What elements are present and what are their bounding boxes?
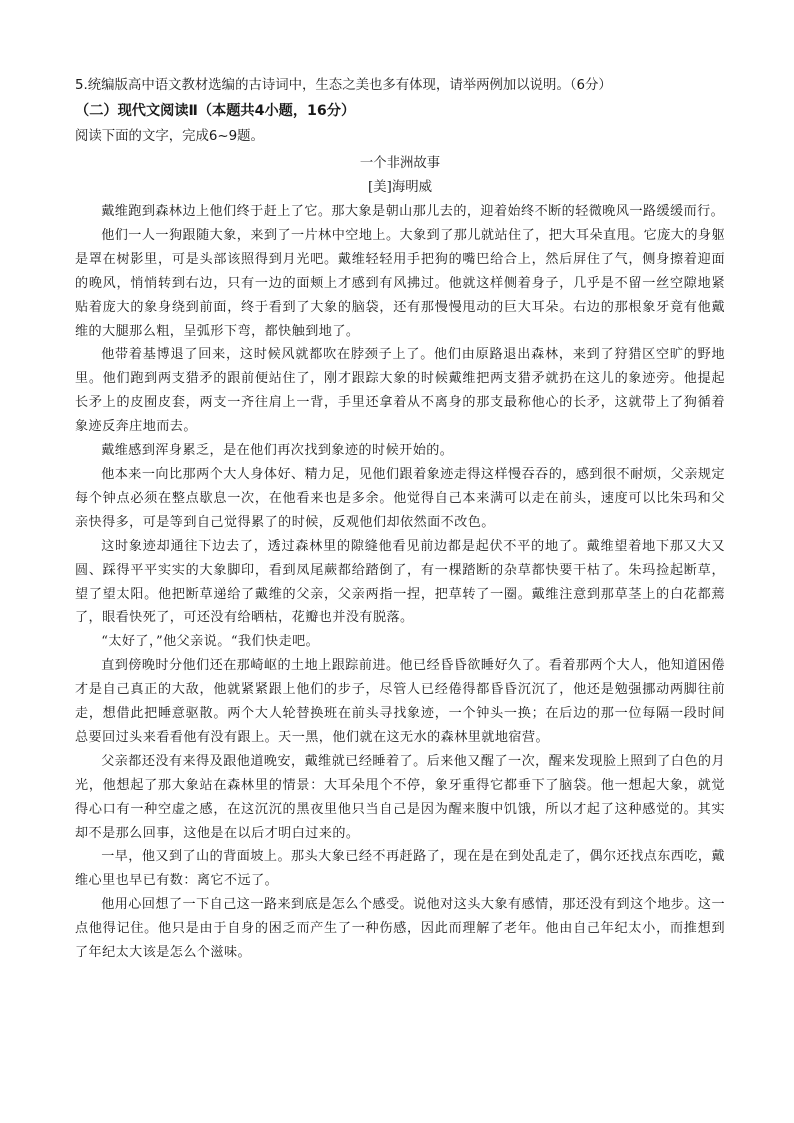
story-paragraph: 这时象迹却通往下边去了，透过森林里的隙缝他看见前边都是起伏不平的地了。戴维望着地下那又大又圆、踩得平平实实的大象脚印，看到凤尾蕨都给踏倒了，有一棵踏断的杂草都快要干枯了。朱玛捡起断草，望了望太阳。他把断草递给了戴维的父亲，父亲两指一捏，把草转了一圈。戴维注意到那草茎上的白花都蔫了，眼看快死了，可还没有给晒枯，花瓣也并没有脱落。 <box>75 538 725 626</box>
story-paragraph: 他们一人一狗跟随大象，来到了一片林中空地上。大象到了那儿就站住了，把大耳朵直甩。它庞大的身躯是罩在树影里，可是头部该照得到月光吧。戴维轻轻用手把狗的嘴巴给合上，然后屏住了气，侧身擦着迎面的晚风，悄悄转到右边，只有一边的面颊上才感到有风拂过。他就这样侧着身子，几乎是不留一丝空隙地紧贴着庞大的象身绕到前面，终于看到了大象的脑袋，还有那慢慢甩动的巨大耳朵。右边的那根象牙竟有他戴维的大腿那么粗，呈弧形下弯，都快触到地了。 <box>75 227 725 339</box>
story-paragraph: 戴维跑到森林边上他们终于赶上了它。那大象是朝山那儿去的，迎着始终不断的轻微晚风一路缓缓而行。 <box>101 204 725 219</box>
story-paragraph: 他带着基博退了回来，这时候风就都吹在脖颈子上了。他们由原路退出森林，来到了狩猎区空旷的野地里。他们跑到两支猎矛的跟前便站住了，刚才跟踪大象的时候戴维把两支猎矛就扔在这儿的象迹旁。他提起长矛上的皮囿皮套，两支一齐往肩上一背，手里还拿着从不离身的那支最称他心的长矛，这就带上了狗循着象迹反奔庄地而去。 <box>75 347 725 435</box>
exam-page <box>75 74 725 965</box>
reading-instruction: 阅读下面的文字，完成6~9题。 <box>75 129 264 144</box>
story-paragraph: “太好了，”他父亲说。“我们快走吧。 <box>101 634 320 650</box>
story-paragraph: 他本来一向比那两个大人身体好、精力足，见他们跟着象迹走得这样慢吞吞的，感到很不耐烦，父亲规定每个钟点必须在整点歇息一次，在他看来也是多余。他觉得自己本来满可以走在前头，速度可以比朱玛和父亲快得多，可是等到自己觉得累了的时候，反观他们却依然面不改色。 <box>75 466 725 530</box>
story-paragraph: 戴维感到浑身累乏，是在他们再次找到象迹的时候开始的。 <box>101 443 454 459</box>
story-paragraph: 父亲都还没有来得及跟他道晚安，戴维就已经睡着了。后来他又醒了一次，醒来发现脸上照到了白色的月光，他想起了那大象站在森林里的情景：大耳朵甩个不停，象牙重得它都垂下了脑袋。他一想起大象，就觉得心口有一种空虚之感，在这沉沉的黑夜里他只当自己是因为醒来腹中饥饿，所以才起了这种感觉的。其实却不是那么回事，这他是在以后才明白过来的。 <box>75 753 725 841</box>
story-paragraph: 他用心回想了一下自己这一路来到底是怎么个感受。说他对这头大象有感情，那还没有到这个地步。这一点他得记住。他只是由于自身的困乏而产生了一种伤感，因此而理解了老年。他由自己年纪太小，而推想到了年纪太大该是怎么个滋味。 <box>75 897 725 961</box>
question-5: 5.统编版高中语文教材选编的古诗词中，生态之美也多有体现，请举两例加以说明。（6分） <box>75 78 612 93</box>
story-author: [美]海明威 <box>367 180 432 195</box>
story-body <box>75 200 725 965</box>
story-paragraph: 直到傍晚时分他们还在那崎岖的土地上跟踪前进。他已经昏昏欲睡好久了。看着那两个大人，他知道困倦才是自己真正的大敌，他就紧紧跟上他们的步子，尽管人已经倦得都昏昏沉沉了，他还是勉强挪动两脚往前走，想借此把睡意驱散。两个大人轮替换班在前头寻找象迹，一个钟头一换；在后边的那一位每隔一段时间总要回过头来看看他有没有跟上。天一黑，他们就在这无水的森林里就地宿营。 <box>75 658 725 745</box>
story-paragraph: 一早，他又到了山的背面坡上。那头大象已经不再赶路了，现在是在到处乱走了，偶尔还找点东西吃，戴维心里也早已有数：离它不远了。 <box>75 849 725 889</box>
story-title: 一个非洲故事 <box>359 156 441 171</box>
section-title: （二）现代文阅读Ⅱ（本题共4小题，16分） <box>75 103 356 119</box>
